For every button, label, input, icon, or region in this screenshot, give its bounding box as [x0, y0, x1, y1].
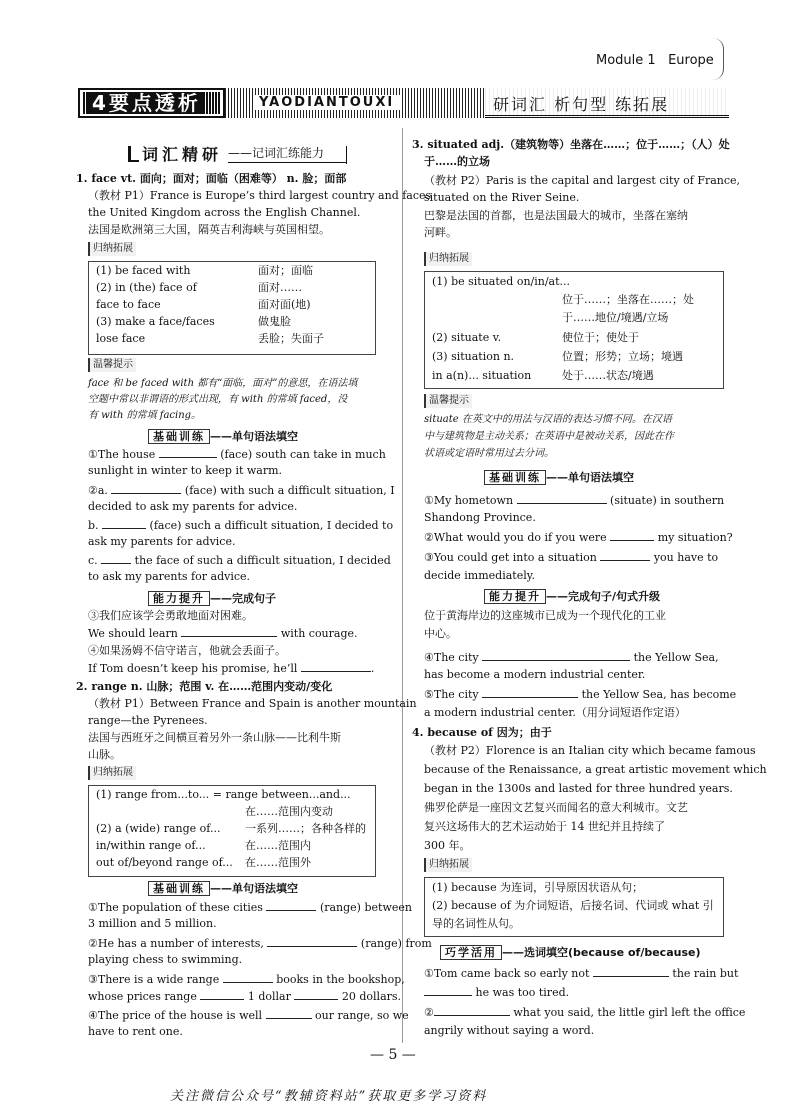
tip-line: 中与建筑物是主动关系；在英语中是被动关系，因此在作: [424, 431, 674, 442]
box-phrase: (2) in (the) face of: [96, 281, 197, 294]
example-translation: 山脉。: [88, 748, 121, 761]
box-phrase: (2) situate v.: [432, 331, 502, 344]
box-meaning: 在……范围内: [245, 839, 311, 852]
summary-tag: 归纳拓展: [88, 242, 136, 256]
example-translation: 300 年。: [424, 839, 471, 852]
header-curl-decoration: [713, 38, 724, 80]
situated-q4-line: ④The city the Yellow Sea,: [424, 651, 719, 664]
ability-heading: 能力提升 ——完成句子: [148, 590, 276, 606]
answer-blank[interactable]: [482, 650, 630, 661]
question-line: have to rent one.: [88, 1025, 183, 1038]
box-meaning: 面对……: [258, 281, 302, 294]
box-phrase: (1) range from...to... = range between...and...: [96, 788, 351, 801]
answer-blank[interactable]: [301, 661, 371, 672]
box-line: (1) because 为连词，引导原因状语从句；: [432, 881, 644, 894]
header-module: Module 1 Europe: [596, 53, 714, 68]
banner-title: 4要点透析: [88, 92, 205, 114]
example-translation: 复兴这场伟大的艺术运动始于 14 世纪并且持续了: [424, 820, 665, 833]
box-meaning: 处于……状态/境遇: [562, 369, 654, 382]
question-line: decide immediately.: [424, 569, 535, 582]
example-line: range—the Pyrenees.: [88, 714, 208, 727]
box-line: 导的名词性从句。: [432, 917, 520, 930]
question-line: ④如果汤姆不信守诺言，他就会丢面子。: [88, 644, 286, 657]
face-q2b-line: b. (face) such a difficult situation, I decided to: [88, 519, 394, 532]
example-translation: 佛罗伦萨是一座因文艺复兴而闻名的意大利城市。文艺: [424, 801, 688, 814]
box-meaning: 面对；面临: [258, 264, 313, 277]
example-line: situated on the River Seine.: [424, 191, 580, 204]
basic-training-heading: 基础训练 ——单句语法填空: [484, 469, 634, 485]
question-line: to ask my parents for advice.: [88, 570, 251, 583]
summary-tag: 归纳拓展: [88, 766, 136, 780]
question-line: 3 million and 5 million.: [88, 917, 217, 930]
answer-blank[interactable]: [517, 493, 607, 504]
face-q2c-line: c. the face of such a difficult situation, I decided: [88, 554, 391, 567]
range-q2-line: ②He has a number of interests, (range) from: [88, 937, 432, 950]
question-line: a modern industrial center.（用分词短语作定语）: [424, 706, 686, 719]
example-line: began in the 1300s and lasted for three hundred years.: [424, 782, 733, 795]
face-q2a-line: ②a. (face) with such a difficult situation, I: [88, 484, 395, 497]
summary-tag: 归纳拓展: [424, 252, 472, 266]
tip-tag: 温馨提示: [88, 358, 136, 372]
tip-tag: 温馨提示: [424, 394, 472, 408]
face-q4-line: If Tom doesn’t keep his promise, he’ll .: [88, 662, 375, 675]
box-phrase: (1) be faced with: [96, 264, 191, 277]
range-q4-line: ④The price of the house is well our range, so we: [88, 1009, 409, 1022]
question-line: has become a modern industrial center.: [424, 668, 646, 681]
face-q1-line1: ①The house (face) south can take in much: [88, 448, 386, 461]
banner-pinyin: YAODIANTOUXI: [253, 95, 400, 110]
tip-line: 有 with 的常填 facing。: [88, 410, 202, 421]
banner-right-text: 研词汇 析句型 练拓展: [493, 95, 670, 114]
tip-line: 状语或定语时常用过去分词。: [424, 448, 554, 459]
answer-blank[interactable]: [600, 550, 650, 561]
skill-heading: 巧学活用 ——选词填空(because of/because): [440, 944, 700, 960]
question-line: ask my parents for advice.: [88, 535, 236, 548]
example-line: because of the Renaissance, a great artistic movement which: [424, 763, 767, 776]
because-q1-line: ①Tom came back so early not the rain but: [424, 967, 739, 980]
answer-blank[interactable]: [101, 553, 131, 564]
answer-blank[interactable]: [181, 626, 277, 637]
answer-blank[interactable]: [111, 483, 181, 494]
box-meaning: 于……地位/境遇/立场: [562, 311, 669, 324]
box-phrase: (1) be situated on/in/at...: [432, 275, 571, 288]
because-q2-line: ② what you said, the little girl left the office: [424, 1006, 746, 1019]
box-meaning: 位置；形势；立场；境遇: [562, 350, 683, 363]
situated-q1-line: ①My hometown (situate) in southern: [424, 494, 725, 507]
box-phrase: in/within range of...: [96, 839, 206, 852]
tip-line: situate 在英文中的用法与汉语的表达习惯不同。在汉语: [424, 414, 672, 425]
range-q3-line: ③There is a wide range books in the bookshop,: [88, 973, 405, 986]
box-meaning: 在……范围外: [245, 856, 311, 869]
box-phrase: in a(n)... situation: [432, 369, 532, 382]
question-line: 位于黄海岸边的这座城市已成为一个现代化的工业: [424, 609, 666, 622]
range-q3-line2: whose prices range 1 dollar 20 dollars.: [88, 990, 402, 1003]
answer-blank[interactable]: [266, 1008, 312, 1019]
footer-promo: 关注微信公众号“教辅资料站”获取更多学习资料: [170, 1089, 488, 1104]
box-meaning: 位于……；坐落在……；处: [562, 293, 694, 306]
situated-q5-line: ⑤The city the Yellow Sea, has become: [424, 688, 737, 701]
example-translation: 巴黎是法国的首都，也是法国最大的城市，坐落在塞纳: [424, 209, 688, 222]
word-because-of-heading: 4. because of 因为；由于: [412, 726, 552, 739]
answer-blank[interactable]: [610, 530, 654, 541]
ability-heading: 能力提升 ——完成句子/句式升级: [484, 588, 660, 604]
banner-title-box: [78, 88, 225, 118]
range-q1-line: ①The population of these cities (range) between: [88, 901, 412, 914]
answer-blank[interactable]: [223, 972, 273, 983]
box-phrase: face to face: [96, 298, 161, 311]
box-phrase: lose face: [96, 332, 146, 345]
basic-training-heading: 基础训练 ——单句语法填空: [148, 428, 298, 444]
question-line: 中心。: [424, 627, 457, 640]
box-line: (2) because of 为介词短语，后接名词、代词或 what 引: [432, 899, 714, 912]
answer-blank[interactable]: [294, 989, 338, 1000]
answer-blank[interactable]: [159, 447, 217, 458]
question-line: ③我们应该学会勇敢地面对困难。: [88, 609, 253, 622]
example-line: （教材 P2）Florence is an Italian city which became famous: [424, 744, 756, 757]
summary-tag: 归纳拓展: [424, 858, 472, 872]
box-phrase: out of/beyond range of...: [96, 856, 233, 869]
word-situated-heading-cont: 于……的立场: [424, 155, 490, 168]
tip-line: face 和 be faced with 都有“面临，面对”的意思，在语法填: [88, 378, 358, 389]
example-translation: 河畔。: [424, 226, 457, 239]
tip-line: 空题中常以非谓语的形式出现，有 with 的常填 faced，没: [88, 394, 348, 405]
banner-pinyin-strip: [225, 88, 485, 118]
answer-blank[interactable]: [482, 687, 578, 698]
box-meaning: 做鬼脸: [258, 315, 291, 328]
example-line: （教材 P1）Between France and Spain is another mountain: [88, 697, 417, 710]
answer-blank[interactable]: [434, 1005, 510, 1016]
answer-blank[interactable]: [200, 989, 244, 1000]
word-face-heading: 1. face vt. 面向；面对；面临（困难等） n. 脸；面部: [76, 172, 347, 185]
box-phrase: (3) make a face/faces: [96, 315, 215, 328]
box-phrase: (3) situation n.: [432, 350, 515, 363]
example-line: the United Kingdom across the English Channel.: [88, 206, 361, 219]
because-q1-line2: he was too tired.: [424, 985, 569, 1000]
box-meaning: 丢脸；失面子: [258, 332, 324, 345]
example-translation: 法国是欧洲第三大国，隔英吉利海峡与英国相望。: [88, 223, 330, 236]
box-meaning: 面对面(地): [258, 298, 311, 311]
box-meaning: 在……范围内变动: [245, 805, 333, 818]
situated-q3-line: ③You could get into a situation you have to: [424, 551, 719, 564]
word-situated-heading: 3. situated adj.（建筑物等）坐落在……；位于……；（人）处: [412, 138, 730, 151]
question-line: decided to ask my parents for advice.: [88, 500, 298, 513]
example-line: （教材 P2）Paris is the capital and largest city of France,: [424, 174, 741, 187]
question-line: angrily without saying a word.: [424, 1024, 595, 1037]
answer-blank[interactable]: [593, 966, 669, 977]
page-number: — 5 —: [370, 1047, 416, 1063]
word-range-heading: 2. range n. 山脉；范围 v. 在……范围内变动/变化: [76, 680, 333, 693]
face-q3-line: We should learn with courage.: [88, 627, 358, 640]
answer-blank[interactable]: [267, 936, 357, 947]
banner-right-box: [485, 88, 729, 118]
situated-q2-line: ②What would you do if you were my situation?: [424, 531, 733, 544]
box-meaning: 一系列……；各种各样的: [245, 822, 366, 835]
answer-blank[interactable]: [102, 518, 146, 529]
box-phrase: (2) a (wide) range of...: [96, 822, 221, 835]
basic-training-heading: 基础训练 ——单句语法填空: [148, 880, 298, 896]
question-line: Shandong Province.: [424, 511, 536, 524]
box-meaning: 使位于；使处于: [562, 331, 639, 344]
answer-blank[interactable]: [266, 900, 316, 911]
answer-blank[interactable]: [424, 985, 472, 996]
vocab-title: 词汇精研 ——记词汇练能力: [128, 142, 350, 166]
example-translation: 法国与西班牙之间横亘着另外一条山脉——比利牛斯: [88, 731, 341, 744]
question-line: sunlight in winter to keep it warm.: [88, 464, 283, 477]
question-line: playing chess to swimming.: [88, 953, 243, 966]
example-line: （教材 P1）France is Europe’s third largest country and faces: [88, 189, 432, 202]
